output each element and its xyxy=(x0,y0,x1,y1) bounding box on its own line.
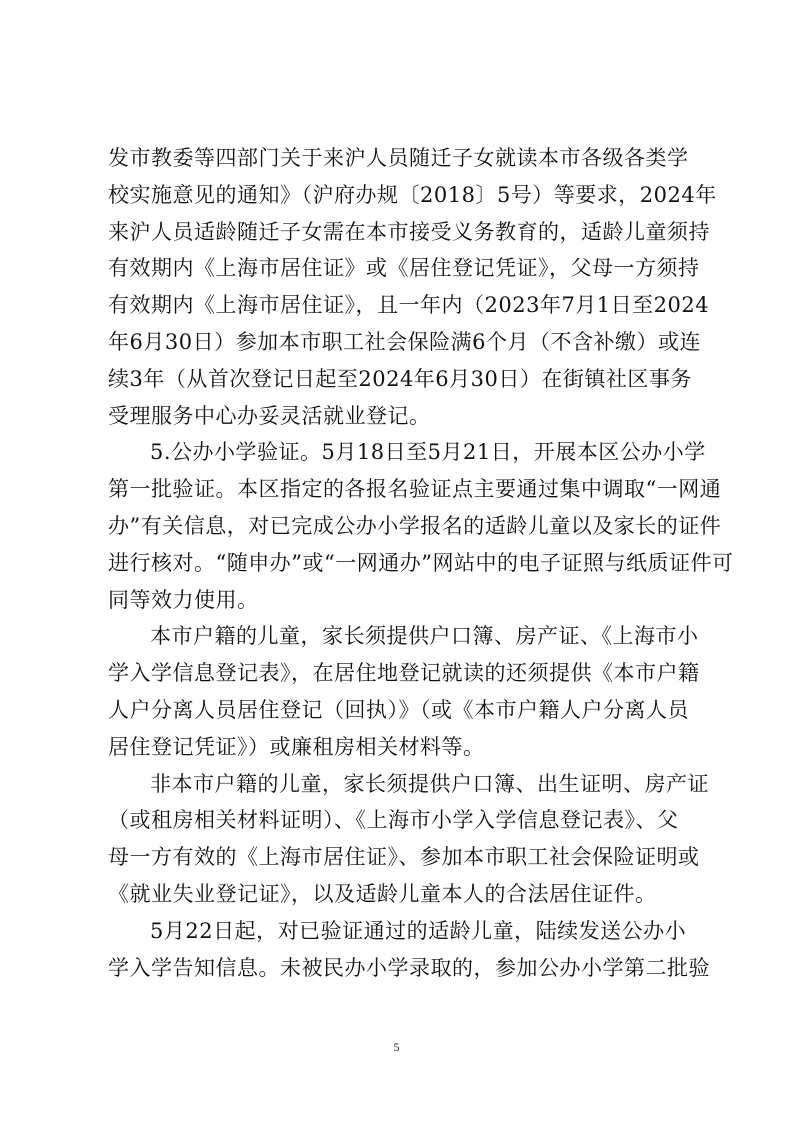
text-line: 本市户籍的儿童，家长须提供户口簿、房产证、《上海市小 xyxy=(150,624,699,649)
text-line: 学入学告知信息。未被民办小学录取的，参加公办小学第二批验 xyxy=(108,955,710,980)
paragraph-local-household xyxy=(108,618,698,765)
page-number: 5 xyxy=(393,1040,400,1054)
text-line: 年6月30日）参加本市职工社会保险满6个月（不含补缴）或连 xyxy=(108,329,701,354)
text-line: 非本市户籍的儿童，家长须提供户口簿、出生证明、房产证 xyxy=(150,771,709,796)
text-line: 第一批验证。本区指定的各报名验证点主要通过集中调取“一网通 xyxy=(108,477,722,502)
text-line: 有效期内《上海市居住证》或《居住登记凭证》，父母一方须持 xyxy=(108,256,700,281)
text-line: 母一方有效的《上海市居住证》、参加本市职工社会保险证明或 xyxy=(108,845,700,870)
paragraph-residency-requirements xyxy=(108,140,717,434)
paragraph-nonlocal-household xyxy=(108,766,709,913)
text-line: 有效期内《上海市居住证》，且一年内（2023年7月1日至2024 xyxy=(108,293,710,318)
text-line: 学入学信息登记表》，在居住地登记就读的还须提供《本市户籍 xyxy=(108,661,700,686)
text-line: 校实施意见的通知》（沪府办规〔2018〕5号）等要求，2024年 xyxy=(108,182,717,207)
text-line: 5月22日起，对已验证通过的适龄儿童，陆续发送公办小 xyxy=(150,918,687,943)
text-line: 来沪人员适龄随迁子女需在本市接受义务教育的，适龄儿童须持 xyxy=(108,219,710,244)
text-line: 人户分离人员居住登记（回执）》（或《本市户籍人户分离人员 xyxy=(108,697,689,722)
text-line: 续3年（从首次登记日起至2024年6月30日）在街镇社区事务 xyxy=(108,366,692,391)
body-text xyxy=(108,140,734,986)
text-line: 进行核对。“随申办”或“一网通办”网站中的电子证照与纸质证件可 xyxy=(108,550,734,575)
text-line: （或租房相关材料证明）、《上海市小学入学信息登记表》、父 xyxy=(108,808,679,833)
paragraph-admission-notice xyxy=(108,913,710,987)
text-line: 办”有关信息，对已完成公办小学报名的适龄儿童以及家长的证件 xyxy=(108,513,722,538)
text-line: 同等效力使用。 xyxy=(108,587,259,612)
text-line: 《就业失业登记证》，以及适龄儿童本人的合法居住证件。 xyxy=(108,881,657,906)
text-line: 发市教委等四部门关于来沪人员随迁子女就读本市各级各类学 xyxy=(108,146,689,170)
text-line: 受理服务中心办妥灵活就业登记。 xyxy=(108,403,431,428)
text-line: 居住登记凭证》）或廉租房相关材料等。 xyxy=(108,734,485,759)
text-line: 5.公办小学验证。5月18日至5月21日，开展本区公办小学 xyxy=(150,440,706,465)
paragraph-public-school-verification xyxy=(108,434,734,618)
